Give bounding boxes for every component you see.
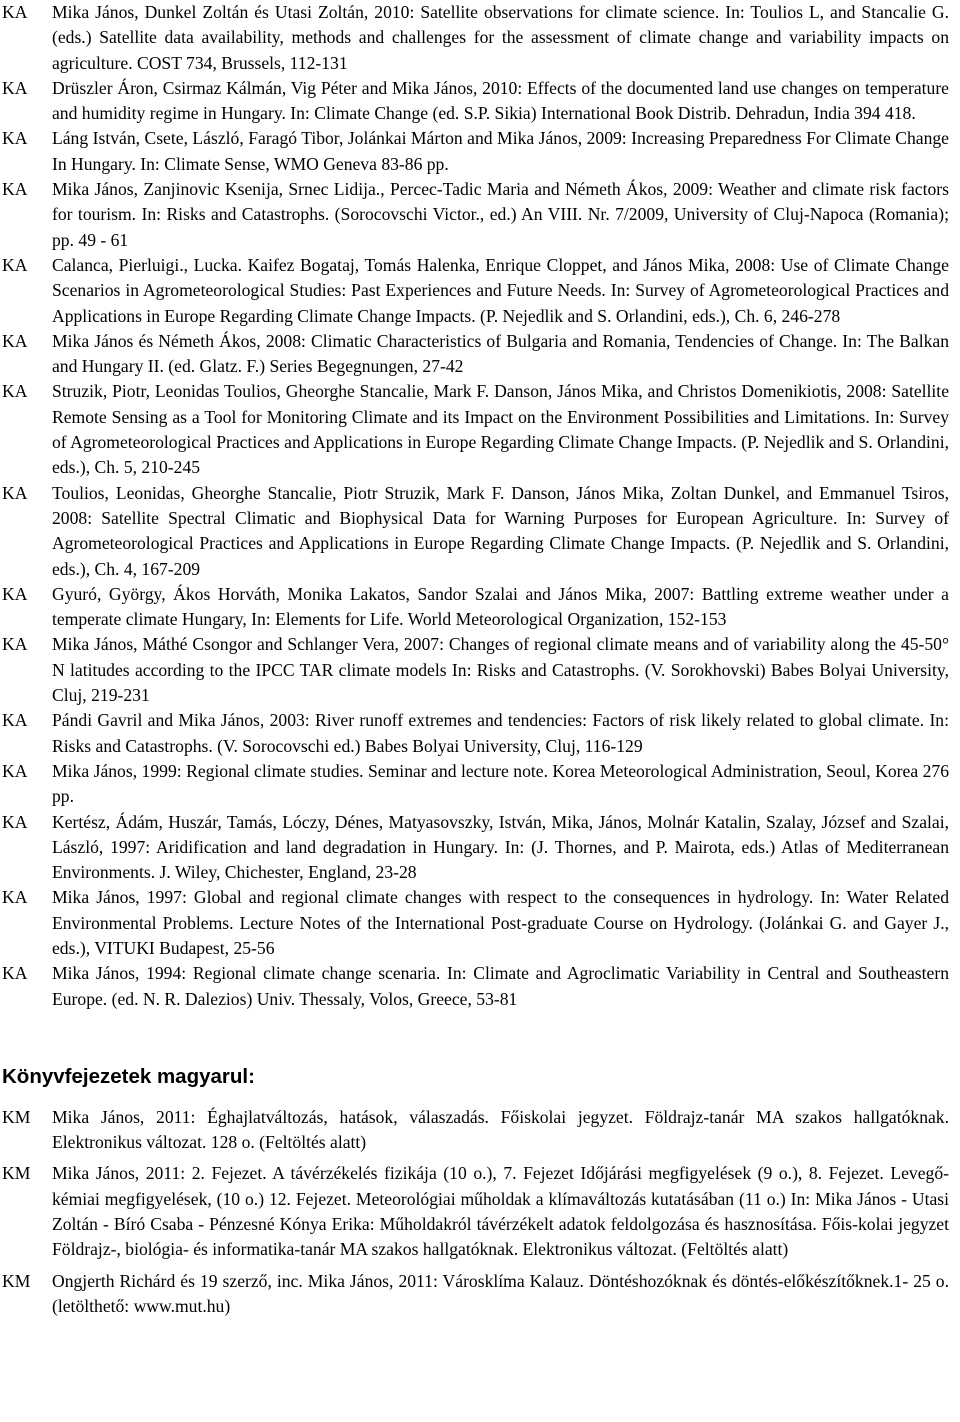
- entry-tag: KA: [2, 179, 28, 200]
- entry-text: Pándi Gavril and Mika János, 2003: River runoff extremes and tendencies: Factors of risk likely related to global climate. In: Risks and Catastrophs. (V. Sorocovschi ed.) Babes Bolyai University, Cluj, 116-129: [52, 710, 949, 756]
- list-item: [0, 379, 949, 480]
- entry-tag: KA: [2, 583, 28, 604]
- list-item: [0, 253, 949, 329]
- entry-tag: KA: [2, 128, 28, 149]
- entry-text: Mika János, 1997: Global and regional climate changes with respect to the consequences in hydrology. In: Water Related Environmental Problems. Lecture Notes of the International Post-graduate Course on Hydrology. (Jolánkai G. and Gayer J., eds.), VITUKI Budapest, 25-56: [52, 887, 949, 958]
- entry-tag: KA: [2, 254, 28, 275]
- entry-tag: KA: [2, 710, 28, 731]
- section-heading: Könyvfejezetek magyarul:: [2, 1064, 255, 1088]
- list-item: [0, 810, 949, 886]
- entry-tag: KM: [2, 1270, 31, 1291]
- entry-tag: KA: [2, 634, 28, 655]
- list-item: [0, 76, 949, 127]
- list-item: [0, 1105, 949, 1156]
- entry-tag: KA: [2, 2, 28, 22]
- entry-text: Láng István, Csete, László, Faragó Tibor, Jolánkai Márton and Mika János, 2009: Increasing Preparedness For Climate Change In Hungary. In: Climate Sense, WMO Geneva 83-86 pp.: [52, 128, 949, 174]
- entry-text: Mika János, 2011: Éghajlatváltozás, hatások, válaszadás. Főiskolai jegyzet. Földrajz-tanár MA szakos hallgatóknak. Elektronikus változat. 128 o. (Feltöltés alatt): [52, 1106, 949, 1153]
- list-item: [0, 961, 949, 1012]
- entry-tag: KA: [2, 482, 28, 503]
- entry-tag: KA: [2, 963, 28, 984]
- list-item: [0, 885, 949, 961]
- entry-text: Ongjerth Richárd és 19 szerző, inc. Mika János, 2011: Városklíma Kalauz. Döntéshozóknak és döntés-előkészítőknek.1- 25 o. (letölthető: www.mut.hu): [52, 1270, 949, 1316]
- list-item: [0, 1269, 949, 1320]
- entry-tag: KA: [2, 330, 28, 351]
- entry-text: Mika János, 1999: Regional climate studies. Seminar and lecture note. Korea Meteorological Administration, Seoul, Korea 276 pp.: [52, 760, 949, 807]
- entry-text: Mika János, Dunkel Zoltán és Utasi Zoltán, 2010: Satellite observations for climate science. In: Toulios L, and Stancalie G. (eds.) Satellite data availability, methods and challenges for the assessment of climate change and variability impacts on agriculture. COST 734, Brussels, 112-131: [52, 2, 949, 73]
- entry-text: Mika János, 2011: 2. Fejezet. A távérzékelés fizikája (10 o.), 7. Fejezet Időjárási megfigyelések (9 o.), 8. Fejezet. Levegő-kémiai megfigyelések, (10 o.) 12. Fejezet. Meteorológiai műholdak a klímaváltozás kutatásában (11 o.) In: Mika János - Utasi Zoltán - Bíró Csaba - Pénzesné Kónya Erika: Műholdakról távérzékelt adatok feldolgozása és hasznosítása. Főis-kolai jegyzet Földrajz-, biológia- és informatika-tanár MA szakos hallgatóknak. Elektronikus változat. (Feltöltés alatt): [52, 1163, 949, 1260]
- entry-tag: KA: [2, 760, 28, 781]
- entry-text: Mika János és Németh Ákos, 2008: Climatic Characteristics of Bulgaria and Romania, Tendencies of Change. In: The Balkan and Hungary II. (ed. Glatz. F.) Series Begegnungen, 27-42: [52, 330, 949, 377]
- entry-tag: KM: [2, 1106, 31, 1127]
- entry-tag: KA: [2, 381, 28, 402]
- entry-tag: KA: [2, 887, 28, 908]
- entry-text: Gyuró, György, Ákos Horváth, Monika Lakatos, Sandor Szalai and János Mika, 2007: Battling extreme weather under a temperate climate Hungary, In: Elements for Life. World Meteorological Organization, 152-153: [52, 583, 949, 630]
- list-item: [0, 1161, 949, 1262]
- list-item: [0, 0, 949, 76]
- entry-tag: KA: [2, 811, 28, 832]
- list-item: [0, 177, 949, 253]
- list-item: [0, 759, 949, 810]
- entry-text: Toulios, Leonidas, Gheorghe Stancalie, Piotr Struzik, Mark F. Danson, János Mika, Zoltan Dunkel, and Emmanuel Tsiros, 2008: Satellite Spectral Climatic and Biophysical Data for Warning Purposes for European Agriculture. In: Survey of Agrometeorological Practices and Applications in Europe Regarding Climate Change Impacts. (P. Nejedlik and S. Orlandini, eds.), Ch. 4, 167-209: [52, 482, 949, 579]
- list-item: [0, 632, 949, 708]
- list-item: [0, 708, 949, 759]
- list-item: [0, 582, 949, 633]
- entry-text: Drüszler Áron, Csirmaz Kálmán, Vig Péter and Mika János, 2010: Effects of the documented land use changes on temperature and humidity regime in Hungary. In: Climate Change (ed. S.P. Sikia) International Book Distrib. Dehradun, India 394 418.: [52, 77, 949, 124]
- entry-text: Mika János, Máthé Csongor and Schlanger Vera, 2007: Changes of regional climate means and of variability along the 45-50° N latitudes according to the IPCC TAR climate models In: Risks and Catastrophs. (V. Sorokhovski) Babes Bolyai University, Cluj, 219-231: [52, 634, 949, 706]
- entry-text: Mika János, Zanjinovic Ksenija, Srnec Lidija., Percec-Tadic Maria and Németh Ákos, 2009: Weather and climate risk factors for tourism. In: Risks and Catastrophs. (Sorocovschi Victor., ed.) An VIII. Nr. 7/2009, University of Cluj-Napoca (Romania); pp. 49 - 61: [52, 179, 949, 250]
- list-item: [0, 481, 949, 582]
- list-item: [0, 126, 949, 177]
- hungarian-chapters-list: [0, 1105, 960, 1319]
- list-item: [0, 329, 949, 380]
- entry-text: Struzik, Piotr, Leonidas Toulios, Gheorghe Stancalie, Mark F. Danson, János Mika, and Christos Domenikiotis, 2008: Satellite Remote Sensing as a Tool for Monitoring Climate and its Impact on the Environment Possibilities and Limitations. In: Survey of Agrometeorological Practices and Applications in Europe Regarding Climate Change Impacts. (P. Nejedlik and S. Orlandini, eds.), Ch. 5, 210-245: [52, 381, 949, 478]
- entry-text: Kertész, Ádám, Huszár, Tamás, Lóczy, Dénes, Matyasovszky, István, Mika, János, Molnár Katalin, Szalay, József and Szalai, László, 1997: Aridification and land degradation in Hungary. In: (J. Thornes, and P. Mairota, eds.) Atlas of Mediterranean Environments. J. Wiley, Chichester, England, 23-28: [52, 811, 949, 883]
- entry-tag: KM: [2, 1163, 31, 1184]
- entry-tag: KA: [2, 77, 28, 98]
- entry-text: Calanca, Pierluigi., Lucka. Kaifez Bogataj, Tomás Halenka, Enrique Cloppet, and János Mika, 2008: Use of Climate Change Scenarios in Agrometeorological Studies: Past Experiences and Future Needs. In: Survey of Agrometeorological Practices and Applications in Europe Regarding Climate Change Impacts. (P. Nejedlik and S. Orlandini, eds.), Ch. 6, 246-278: [52, 254, 949, 326]
- entry-text: Mika János, 1994: Regional climate change scenaria. In: Climate and Agroclimatic Variability in Central and Southeastern Europe. (ed. N. R. Dalezios) Univ. Thessaly, Volos, Greece, 53-81: [52, 963, 949, 1009]
